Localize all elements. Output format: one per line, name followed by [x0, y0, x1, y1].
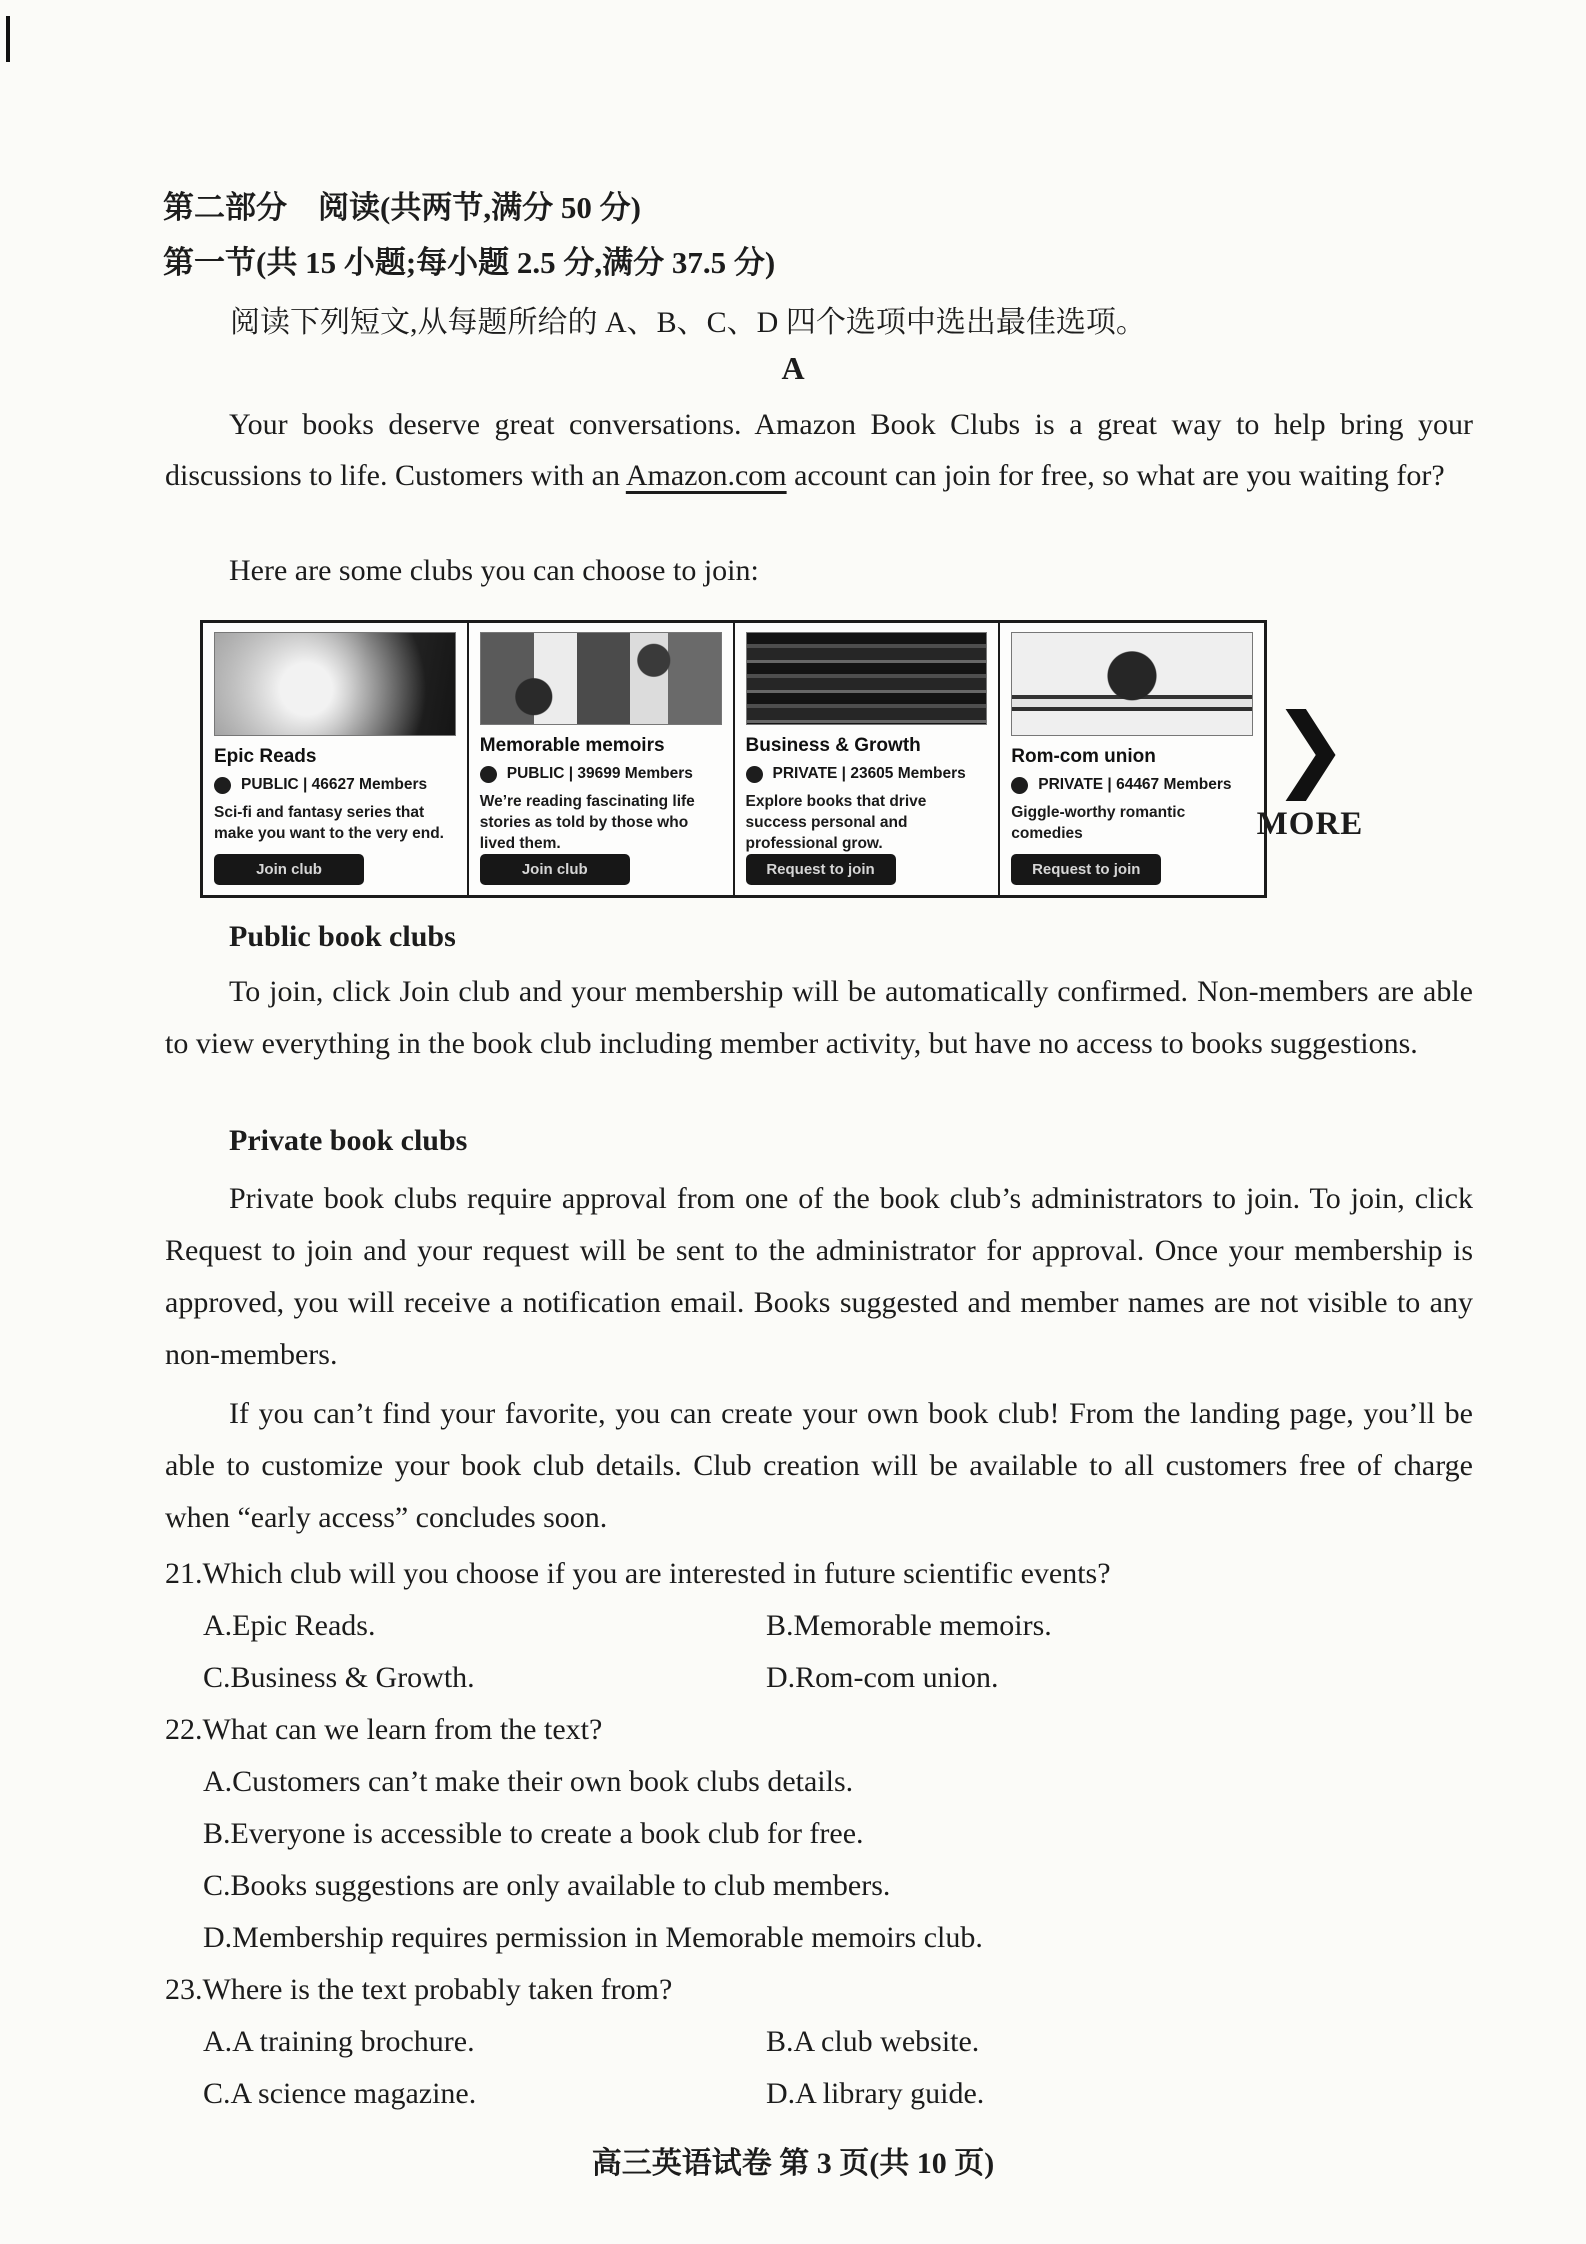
scan-edge-mark [6, 16, 10, 62]
club-title: Business & Growth [745, 735, 921, 756]
option-23-d: D.A library guide. [766, 2077, 985, 2110]
club-card-business-growth [733, 623, 999, 895]
club-meta [214, 776, 456, 794]
option-22-a: A.Customers can’t make their own book clubs details. [203, 1765, 854, 1798]
club-description: We’re reading fascinating life stories as told by those who lived them. [479, 793, 695, 852]
option-22-d: D.Membership requires permission in Memorable memoirs club. [203, 1921, 983, 1954]
question-23: 23.Where is the text probably taken from? [165, 1973, 673, 2006]
club-photo [1011, 632, 1253, 736]
private-clubs-paragraph: Private book clubs require approval from one of the book club’s administrators to join. To join, click Request to join and your request will be sent to the administrator for approval. Once your membership is approved, you will receive a notification email. Books suggested and member names are not visible to any non-members. [165, 1182, 1473, 1371]
clubs-intro-line: Here are some clubs you can choose to join: [229, 554, 759, 587]
page-footer: 高三英语试卷 第 3 页(共 10 页) [591, 2147, 995, 2180]
club-card-memorable-memoirs [467, 623, 733, 895]
club-photo [214, 632, 456, 736]
question-23-options-row-2 [165, 2068, 1473, 2120]
club-photo [746, 632, 988, 725]
club-description: Giggle-worthy romantic comedies [1011, 804, 1186, 842]
paragraph-text: account can join for free, so what are you waiting for? [786, 459, 1445, 492]
club-meta [746, 765, 988, 783]
more-label: MORE [1256, 806, 1364, 842]
public-clubs-heading: Public book clubs [229, 920, 456, 953]
paragraph-text: Your books deserve great conversations. Amazon Book Clubs is a great way to help bring your discussions to life. Customers with an [165, 408, 1473, 492]
option-22-c: C.Books suggestions are only available to club members. [203, 1869, 891, 1902]
part-heading: 第二部分 阅读(共两节,满分 50 分) [163, 190, 641, 225]
book-clubs-figure [200, 620, 1267, 898]
visibility-icon [746, 766, 763, 783]
club-title: Memorable memoirs [479, 735, 665, 756]
club-description: Sci-fi and fantasy series that make you want to the very end. [214, 804, 444, 842]
question-23-options-row-1 [165, 2016, 1473, 2068]
questions-block [165, 1548, 1473, 2120]
club-card-epic-reads [203, 623, 467, 895]
section-instruction: 阅读下列短文,从每题所给的 A、B、C、D 四个选项中选出最佳选项。 [230, 306, 1146, 339]
private-clubs-heading: Private book clubs [229, 1124, 468, 1157]
option-21-a: A.Epic Reads. [203, 1609, 376, 1642]
club-meta-text: PRIVATE | 23605 Members [772, 765, 966, 782]
club-photo [480, 632, 722, 725]
option-23-c: C.A science magazine. [203, 2077, 477, 2110]
question-22: 22.What can we learn from the text? [165, 1713, 603, 1746]
closing-paragraph: If you can’t find your favorite, you can create your own book club! From the landing page, you’ll be able to customize your book club details. Club creation will be available to all customers free of charge when “early access” concludes soon. [165, 1397, 1473, 1534]
request-to-join-button[interactable]: Request to join [746, 854, 896, 885]
club-description: Explore books that drive success personal and professional grow. [745, 793, 927, 852]
question-21-options-row-2 [165, 1652, 1473, 1704]
club-card-rom-com-union [998, 623, 1264, 895]
visibility-icon [1011, 777, 1028, 794]
passage-label: A [781, 350, 805, 386]
more-rail [1245, 696, 1375, 843]
option-23-b: B.A club website. [766, 2025, 980, 2058]
public-clubs-paragraph: To join, click Join club and your membership will be automatically confirmed. Non-members are able to view everything in the book club including member activity, but have no access to books suggestions. [165, 975, 1473, 1060]
visibility-icon [480, 766, 497, 783]
passage-paragraph-1 [165, 399, 1473, 501]
section-heading: 第一节(共 15 小题;每小题 2.5 分,满分 37.5 分) [163, 245, 776, 280]
option-21-b: B.Memorable memoirs. [766, 1609, 1052, 1642]
option-21-d: D.Rom-com union. [766, 1661, 999, 1694]
visibility-icon [214, 777, 231, 794]
club-meta-text: PUBLIC | 39699 Members [506, 765, 693, 782]
request-to-join-button[interactable]: Request to join [1011, 854, 1161, 885]
option-22-b: B.Everyone is accessible to create a book club for free. [203, 1817, 864, 1850]
join-club-button[interactable]: Join club [214, 854, 364, 885]
more-chevron-icon[interactable]: ❯ [1271, 694, 1349, 801]
join-club-button[interactable]: Join club [480, 854, 630, 885]
question-21-options-row-1 [165, 1600, 1473, 1652]
club-meta [1011, 776, 1253, 794]
option-23-a: A.A training brochure. [203, 2025, 475, 2058]
amazon-link-text: Amazon.com [625, 459, 787, 492]
club-title: Rom-com union [1011, 746, 1156, 767]
club-meta-text: PUBLIC | 46627 Members [241, 776, 428, 793]
option-21-c: C.Business & Growth. [203, 1661, 475, 1694]
club-meta-text: PRIVATE | 64467 Members [1038, 776, 1232, 793]
club-meta [480, 765, 722, 783]
club-title: Epic Reads [214, 746, 317, 767]
question-21: 21.Which club will you choose if you are interested in future scientific events? [165, 1557, 1111, 1590]
